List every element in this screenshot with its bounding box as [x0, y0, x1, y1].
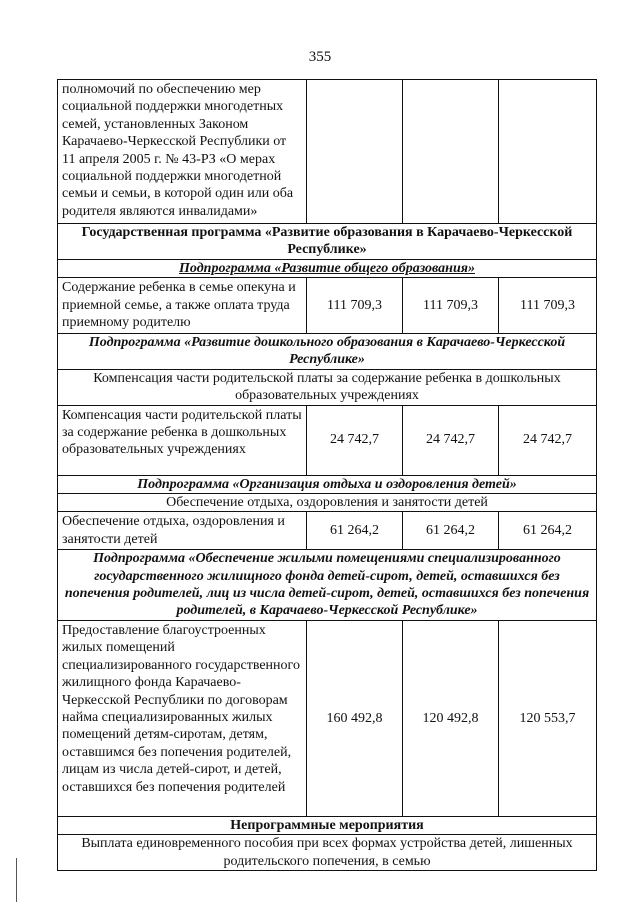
continued-text-cell: полномочий по обеспечению мер социальной поддержки многодетных семей, установленных Законом Карачаево-Черкесской Республики от 11 апреля 2005 г. № 43-РЗ «О мерах социальной поддержки многодетной семьи и семьи, в которой один или оба родителя являются инвалидами»	[58, 80, 307, 224]
item-value: 61 264,2	[307, 512, 403, 550]
table-row-section	[58, 369, 597, 405]
subprogram-heading-housing: Подпрограмма «Обеспечение жилыми помещениями специализированного государственного жилищного фонда детей-сирот, детей, оставшихся без попечения родителей, лиц из числа детей-сирот, детей, оставшихся без попечения родителей, в Карачаево-Черкесской Республике»	[58, 550, 597, 621]
empty-cell	[403, 80, 499, 224]
table-row-program-heading	[58, 224, 597, 260]
table-row-heading	[58, 816, 597, 834]
item-value: 111 709,3	[499, 278, 597, 333]
scan-edge-line	[16, 858, 17, 902]
item-label-guardian: Содержание ребенка в семье опекуна и приемной семье, а также оплата труда приемному родителю	[58, 278, 307, 333]
table-row-subprogram	[58, 260, 597, 278]
section-heading-recreation: Обеспечение отдыха, оздоровления и занятости детей	[58, 494, 597, 512]
item-value: 160 492,8	[307, 620, 403, 816]
table-row-continued	[58, 80, 597, 224]
item-label-housing: Предоставление благоустроенных жилых помещений специализированного государственного жилищного фонда Карачаево-Черкесской Республики по договорам найма специализированных жилых помещений детям-сиротам, детям, оставшимся без попечения родителей, лицам из числа детей-сирот, и детей, оставшихся без попечения родителей	[58, 620, 307, 816]
item-label-recreation: Обеспечение отдыха, оздоровления и занятости детей	[58, 512, 307, 550]
table-row-item	[58, 512, 597, 550]
item-value: 61 264,2	[499, 512, 597, 550]
table-row-item	[58, 405, 597, 475]
subprogram-heading-recreation: Подпрограмма «Организация отдыха и оздоровления детей»	[58, 475, 597, 493]
table-row-section	[58, 835, 597, 871]
program-heading-education: Государственная программа «Развитие образования в Карачаево-Черкесской Республике»	[58, 224, 597, 260]
section-heading-preschool-compensation: Компенсация части родительской платы за содержание ребенка в дошкольных образовательных учреждениях	[58, 369, 597, 405]
item-value: 120 492,8	[403, 620, 499, 816]
empty-cell	[307, 80, 403, 224]
item-label-preschool: Компенсация части родительской платы за содержание ребенка в дошкольных образовательных учреждениях	[58, 405, 307, 475]
page-number: 355	[308, 49, 332, 65]
item-value: 111 709,3	[403, 278, 499, 333]
item-value: 111 709,3	[307, 278, 403, 333]
table-row-subprogram	[58, 550, 597, 621]
item-value: 120 553,7	[499, 620, 597, 816]
table-row-subprogram	[58, 333, 597, 369]
budget-table	[57, 79, 597, 871]
item-value: 24 742,7	[307, 405, 403, 475]
item-value: 24 742,7	[499, 405, 597, 475]
item-value: 24 742,7	[403, 405, 499, 475]
item-value: 61 264,2	[403, 512, 499, 550]
table-row-item	[58, 620, 597, 816]
table-row-item	[58, 278, 597, 333]
table-row-subprogram	[58, 475, 597, 493]
section-heading-lump-sum: Выплата единовременного пособия при всех формах устройства детей, лишенных родительского попечения, в семью	[58, 835, 597, 871]
table-row-section	[58, 494, 597, 512]
empty-cell	[499, 80, 597, 224]
nonprogram-heading: Непрограммные мероприятия	[58, 816, 597, 834]
subprogram-heading-preschool: Подпрограмма «Развитие дошкольного образования в Карачаево-Черкесской Республике»	[58, 333, 597, 369]
subprogram-heading-general-education: Подпрограмма «Развитие общего образования»	[58, 260, 597, 278]
